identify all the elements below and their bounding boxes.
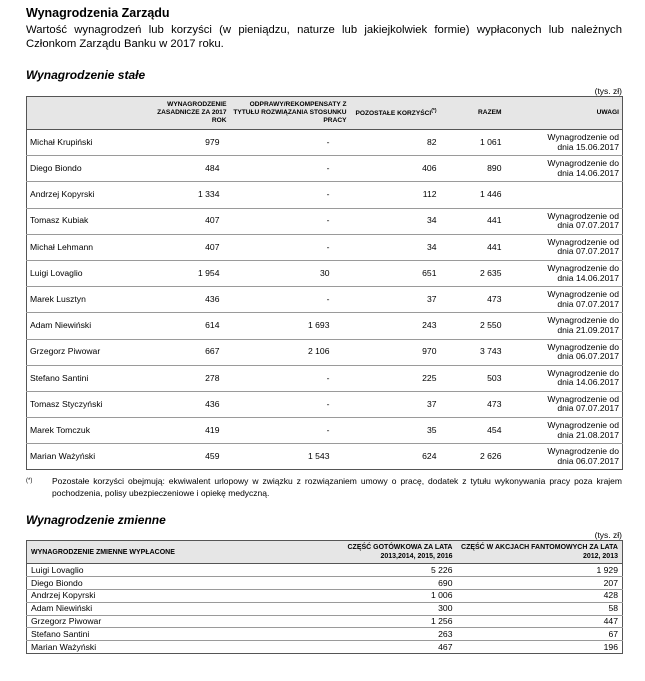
cell-other: 37	[350, 287, 440, 313]
cell-phantom: 196	[457, 641, 623, 654]
cell-total: 441	[440, 208, 522, 234]
cell-severance: -	[230, 418, 350, 444]
cell-total: 503	[440, 365, 522, 391]
cell-phantom: 67	[457, 628, 623, 641]
cell-phantom: 207	[457, 577, 623, 590]
cell-other: 624	[350, 444, 440, 470]
cell-cash: 300	[327, 602, 457, 615]
cell-name: Tomasz Styczyński	[27, 391, 147, 417]
cell-name: Stefano Santini	[27, 365, 147, 391]
col-header-other	[350, 97, 440, 130]
cell-severance: -	[230, 391, 350, 417]
col-header-cash: CZĘŚĆ GOTÓWKOWA ZA LATA 2013,2014, 2015, 2016	[327, 541, 457, 564]
table-row	[27, 615, 623, 628]
cell-notes	[522, 182, 623, 208]
cell-notes: Wynagrodzenie do dnia 21.09.2017	[522, 313, 623, 339]
cell-name: Grzegorz Piwowar	[27, 339, 147, 365]
footnote-text: Pozostałe korzyści obejmują: ekwiwalent urlopowy w związku z rozwiązaniem umowy o pracę, dodatek z tytułu wykonywania pracy poza krajem pochodzenia, polisy ubezpieczeniowe i opiekę medyczną.	[52, 476, 622, 499]
cell-other: 34	[350, 208, 440, 234]
col-header-other-label: POZOSTAŁE KORZYŚCI	[355, 110, 432, 118]
cell-total: 473	[440, 287, 522, 313]
cell-phantom: 447	[457, 615, 623, 628]
cell-notes: Wynagrodzenie do dnia 14.06.2017	[522, 365, 623, 391]
cell-total: 1 061	[440, 130, 522, 156]
cell-name: Adam Niewiński	[27, 313, 147, 339]
cell-other: 112	[350, 182, 440, 208]
cell-other: 225	[350, 365, 440, 391]
cell-severance: 2 106	[230, 339, 350, 365]
cell-cash: 467	[327, 641, 457, 654]
cell-base: 436	[147, 287, 230, 313]
footnote-mark: (*)	[26, 478, 33, 485]
cell-cash: 690	[327, 577, 457, 590]
col-header-name	[27, 97, 147, 130]
cell-severance: -	[230, 182, 350, 208]
table-row	[27, 418, 623, 444]
cell-severance: -	[230, 130, 350, 156]
table-header-row	[27, 97, 623, 130]
cell-name: Marian Ważyński	[27, 444, 147, 470]
col-header-other-sup: (*)	[431, 108, 437, 115]
table-row	[27, 577, 623, 590]
cell-notes: Wynagrodzenie od dnia 07.07.2017	[522, 391, 623, 417]
cell-total: 441	[440, 234, 522, 260]
cell-cash: 1 256	[327, 615, 457, 628]
table-row	[27, 287, 623, 313]
table-row	[27, 234, 623, 260]
cell-name: Andrzej Kopyrski	[27, 590, 327, 603]
cell-cash: 5 226	[327, 564, 457, 577]
cell-other: 406	[350, 156, 440, 182]
table-header-row	[27, 541, 623, 564]
cell-other: 82	[350, 130, 440, 156]
cell-name: Luigi Lovaglio	[27, 564, 327, 577]
table-row	[27, 590, 623, 603]
cell-total: 2 626	[440, 444, 522, 470]
cell-severance: -	[230, 365, 350, 391]
cell-total: 3 743	[440, 339, 522, 365]
cell-notes: Wynagrodzenie od dnia 07.07.2017	[522, 234, 623, 260]
cell-severance: -	[230, 156, 350, 182]
intro-paragraph: Wartość wynagrodzeń lub korzyści (w pieniądzu, naturze lub jakiejkolwiek formie) wypłaconych lub należnych Członkom Zarządu Banku w 2017 roku.	[26, 24, 622, 50]
cell-total: 2 550	[440, 313, 522, 339]
table-row	[27, 182, 623, 208]
table-row	[27, 641, 623, 654]
cell-notes: Wynagrodzenie do dnia 14.06.2017	[522, 260, 623, 286]
cell-severance: -	[230, 208, 350, 234]
cell-total: 890	[440, 156, 522, 182]
table-row	[27, 628, 623, 641]
col-header-base: WYNAGRODZENIE ZASADNICZE ZA 2017 ROK	[147, 97, 230, 130]
col-header-variable-name: WYNAGRODZENIE ZMIENNE WYPŁACONE	[27, 541, 327, 564]
table-row	[27, 564, 623, 577]
cell-severance: 30	[230, 260, 350, 286]
cell-base: 419	[147, 418, 230, 444]
variable-pay-table	[26, 540, 623, 654]
cell-base: 436	[147, 391, 230, 417]
cell-notes: Wynagrodzenie od dnia 07.07.2017	[522, 287, 623, 313]
table-row	[27, 365, 623, 391]
cell-base: 407	[147, 208, 230, 234]
cell-total: 454	[440, 418, 522, 444]
fixed-unit-label: (tys. zł)	[594, 86, 622, 96]
cell-name: Marian Ważyński	[27, 641, 327, 654]
cell-base: 667	[147, 339, 230, 365]
cell-severance: 1 543	[230, 444, 350, 470]
footnote	[26, 475, 622, 499]
cell-base: 979	[147, 130, 230, 156]
cell-base: 1 334	[147, 182, 230, 208]
cell-other: 34	[350, 234, 440, 260]
cell-name: Marek Lusztyn	[27, 287, 147, 313]
cell-base: 1 954	[147, 260, 230, 286]
cell-phantom: 428	[457, 590, 623, 603]
cell-name: Michał Lehmann	[27, 234, 147, 260]
cell-severance: -	[230, 234, 350, 260]
table-row	[27, 313, 623, 339]
cell-base: 484	[147, 156, 230, 182]
table-row	[27, 208, 623, 234]
fixed-pay-table	[26, 96, 623, 470]
cell-base: 614	[147, 313, 230, 339]
cell-name: Luigi Lovaglio	[27, 260, 147, 286]
cell-notes: Wynagrodzenie od dnia 21.08.2017	[522, 418, 623, 444]
table-row	[27, 156, 623, 182]
cell-notes: Wynagrodzenie do dnia 06.07.2017	[522, 444, 623, 470]
page-heading: Wynagrodzenia Zarządu	[26, 6, 170, 20]
cell-notes: Wynagrodzenie do dnia 06.07.2017	[522, 339, 623, 365]
table-row	[27, 339, 623, 365]
cell-severance: 1 693	[230, 313, 350, 339]
col-header-phantom: CZĘŚĆ W AKCJACH FANTOMOWYCH ZA LATA 2012, 2013	[457, 541, 623, 564]
cell-total: 2 635	[440, 260, 522, 286]
cell-total: 1 446	[440, 182, 522, 208]
cell-notes: Wynagrodzenie do dnia 14.06.2017	[522, 156, 623, 182]
cell-notes: Wynagrodzenie od dnia 07.07.2017	[522, 208, 623, 234]
cell-name: Adam Niewiński	[27, 602, 327, 615]
table-row	[27, 602, 623, 615]
cell-other: 35	[350, 418, 440, 444]
cell-other: 243	[350, 313, 440, 339]
variable-unit-label: (tys. zł)	[594, 530, 622, 541]
cell-phantom: 58	[457, 602, 623, 615]
cell-name: Michał Krupiński	[27, 130, 147, 156]
cell-base: 407	[147, 234, 230, 260]
cell-name: Andrzej Kopyrski	[27, 182, 147, 208]
table-row	[27, 391, 623, 417]
table-row	[27, 130, 623, 156]
cell-notes: Wynagrodzenie od dnia 15.06.2017	[522, 130, 623, 156]
table-row	[27, 260, 623, 286]
cell-name: Grzegorz Piwowar	[27, 615, 327, 628]
cell-total: 473	[440, 391, 522, 417]
cell-other: 970	[350, 339, 440, 365]
table-row	[27, 444, 623, 470]
cell-name: Tomasz Kubiak	[27, 208, 147, 234]
cell-base: 459	[147, 444, 230, 470]
cell-other: 37	[350, 391, 440, 417]
cell-base: 278	[147, 365, 230, 391]
col-header-notes: UWAGI	[522, 97, 623, 130]
cell-phantom: 1 929	[457, 564, 623, 577]
cell-name: Stefano Santini	[27, 628, 327, 641]
cell-other: 651	[350, 260, 440, 286]
col-header-severance: ODPRAWY/REKOMPENSATY Z TYTUŁU ROZWIĄZANIA STOSUNKU PRACY	[230, 97, 350, 130]
cell-severance: -	[230, 287, 350, 313]
cell-cash: 1 006	[327, 590, 457, 603]
fixed-section-title: Wynagrodzenie stałe	[26, 68, 146, 82]
col-header-total: RAZEM	[440, 97, 522, 130]
cell-cash: 263	[327, 628, 457, 641]
cell-name: Diego Biondo	[27, 577, 327, 590]
document-page	[26, 5, 622, 654]
cell-name: Marek Tomczuk	[27, 418, 147, 444]
cell-name: Diego Biondo	[27, 156, 147, 182]
variable-section-title: Wynagrodzenie zmienne	[26, 513, 166, 528]
